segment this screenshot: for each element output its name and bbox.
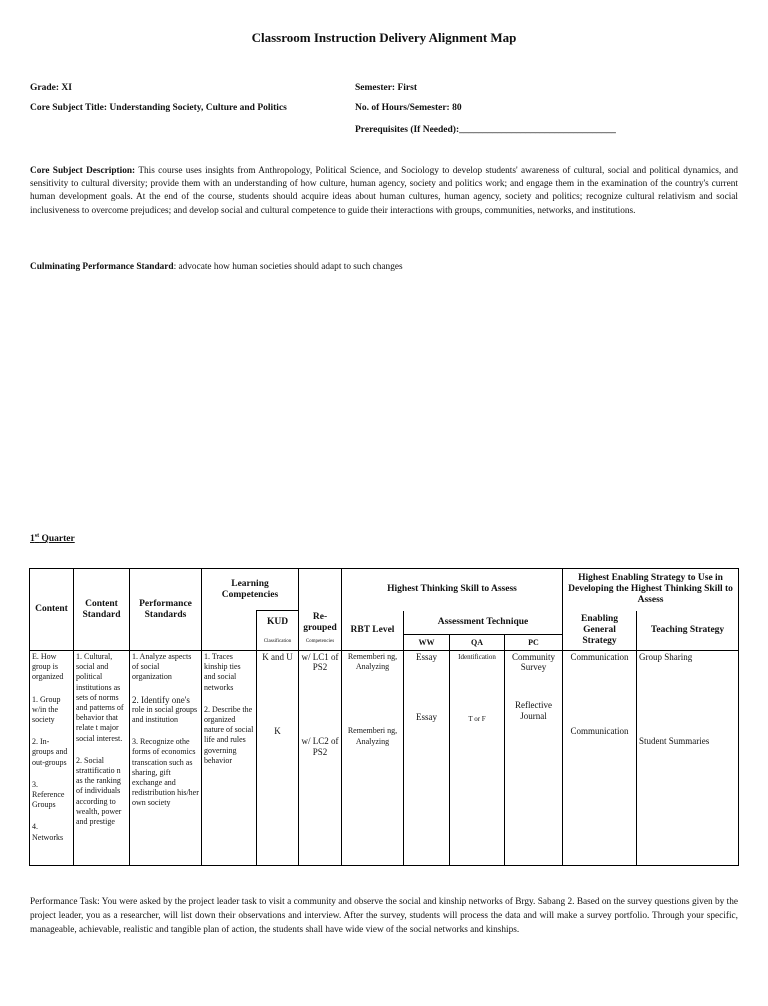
header-enabling-general: Enabling General Strategy: [563, 611, 637, 651]
enabling-item: Communication: [570, 652, 629, 662]
content-item: 2. In-groups and out-groups: [32, 737, 68, 767]
rbt-item: Rememberi ng, Analyzing: [347, 726, 398, 746]
regrouped-item: w/ LC1 of PS2: [301, 652, 339, 673]
header-pc: PC: [505, 635, 563, 651]
header-rbt-level: RBT Level: [342, 611, 404, 651]
performance-standard-item: role in social groups and institution: [132, 704, 198, 725]
rbt-item: Rememberi ng, Analyzing: [347, 652, 398, 672]
ww-item: Essay: [416, 712, 437, 723]
cell-enabling-strategy: [563, 651, 637, 866]
enabling-item: Communication: [570, 726, 629, 737]
content-item: 1. Group w/in the society: [32, 694, 61, 725]
header-kud-classification: Classification: [257, 635, 299, 651]
header-performance-standards: Performance Standards: [130, 569, 202, 651]
regrouped-item: w/ LC2 of PS2: [301, 736, 339, 757]
core-subject-description: [30, 165, 738, 218]
content-standard-item: 2. Social strattificatio n as the ranking of individuals according to wealth, power and prestige: [76, 755, 122, 827]
pc-item: Reflective Journal: [515, 700, 552, 721]
cell-pc: [505, 651, 563, 866]
description-text: This course uses insights from Anthropology, Political Science, and Sociology to develop students' awareness of cultural, social and political dynamics, and sensitivity to cultural diversity; provide them with an understanding of how culture, human agency, society and politics work; and engage them in the examination of the country's current human development goals. At the end of the course, students should acquire ideas about human cultures, human agency, society and politics; recognize cultural relativism and social inclusiveness to overcome prejudices; and develop social and cultural competence to guide their interactions with groups, communities, networks, and institutions.: [30, 166, 738, 216]
teaching-item: Group Sharing: [639, 652, 693, 662]
cell-learning-competencies: [202, 651, 257, 866]
header-assessment-technique: Assessment Technique: [404, 611, 563, 635]
header-regrouped: Re-grouped: [299, 611, 342, 635]
cell-ww: [404, 651, 450, 866]
cell-kud: [257, 651, 299, 866]
performance-standard-item: 2. Identify one's: [132, 694, 190, 705]
header-highest-enabling: Highest Enabling Strategy to Use in Developing the Highest Thinking Skill to Assess: [563, 569, 739, 611]
hours-label: No. of Hours/Semester: 80: [355, 103, 462, 113]
culminating-text: : advocate how human societies should adapt to such changes: [173, 262, 403, 272]
qa-item: T or F: [468, 715, 486, 724]
header-kud: KUD: [257, 611, 299, 635]
teaching-item: Student Summaries: [639, 736, 710, 747]
header-highest-thinking: Highest Thinking Skill to Assess: [342, 569, 563, 611]
header-ww: WW: [404, 635, 450, 651]
culminating-label: Culminating Performance Standard: [30, 262, 174, 272]
header-qa: QA: [450, 635, 505, 651]
content-item: 4. Networks: [32, 822, 64, 842]
prerequisites-label: Prerequisites (If Needed):_________________________________: [355, 125, 616, 135]
header-regrouped-top: [299, 569, 342, 611]
ww-item: Essay: [416, 652, 437, 662]
kud-item: K: [274, 726, 281, 737]
performance-task: Performance Task: You were asked by the project leader task to visit a community and observe the social and kinship networks of Brgy. Sabang 2. Based on the survey questions given by the project leader, you as a researcher, will list down their observations and interview. After the survey, students will process the data and will make a survey portfolio. Through your specific, manageable, achievable, realistic and tangible plan of action, the students shall have wide view of the social networks and kinships.: [30, 897, 738, 935]
header-learning-competencies: Learning Competencies: [202, 569, 299, 611]
cell-content: [30, 651, 74, 866]
content-item: 3. Reference Groups: [32, 779, 65, 810]
header-content-standard: Content Standard: [74, 569, 130, 651]
quarter-suffix: st: [34, 533, 40, 539]
cell-teaching-strategy: [637, 651, 739, 866]
pc-item: Community Survey: [512, 652, 556, 673]
header-competency-blank: [202, 611, 257, 651]
content-standard-item: 1. Cultural, social and political institutions as sets of norms and patterns of behavior that relate t major social interest.: [76, 652, 124, 743]
semester-label: Semester: First: [355, 83, 417, 93]
cell-qa: [450, 651, 505, 866]
culminating-standard: [30, 261, 738, 274]
competency-item: 2. Describe the organized nature of social life and rules governing behavior: [204, 704, 254, 765]
quarter-number: 1: [30, 534, 35, 545]
competency-item: 1. Traces kinship ties and social networks: [204, 652, 241, 692]
header-content: Content: [30, 569, 74, 651]
kud-item: K and U: [262, 652, 293, 662]
page-title: Classroom Instruction Delivery Alignment Map: [251, 30, 517, 45]
cell-performance-standards: [130, 651, 202, 866]
core-subject-title: Core Subject Title: Understanding Society, Culture and Politics: [30, 103, 287, 113]
header-teaching-strategy: Teaching Strategy: [637, 611, 739, 651]
cell-regrouped: [299, 651, 342, 866]
performance-standard-item: 1. Analyze aspects of social organization: [132, 652, 192, 682]
quarter-heading: [30, 533, 75, 544]
performance-standard-item: 3. Recognize othe forms of economics transcation such as sharing, gift exchange and redistribution his/her own society: [132, 737, 199, 808]
quarter-word: Quarter: [41, 534, 75, 545]
cell-rbt-level: [342, 651, 404, 866]
alignment-table: [29, 568, 739, 866]
header-regrouped-competencies: Competencies: [299, 635, 342, 651]
content-item: E. How group is organized: [32, 652, 64, 682]
description-label: Core Subject Description:: [30, 166, 136, 176]
qa-item: Identification: [458, 653, 496, 661]
cell-content-standard: [74, 651, 130, 866]
grade-label: Grade: XI: [30, 83, 72, 93]
